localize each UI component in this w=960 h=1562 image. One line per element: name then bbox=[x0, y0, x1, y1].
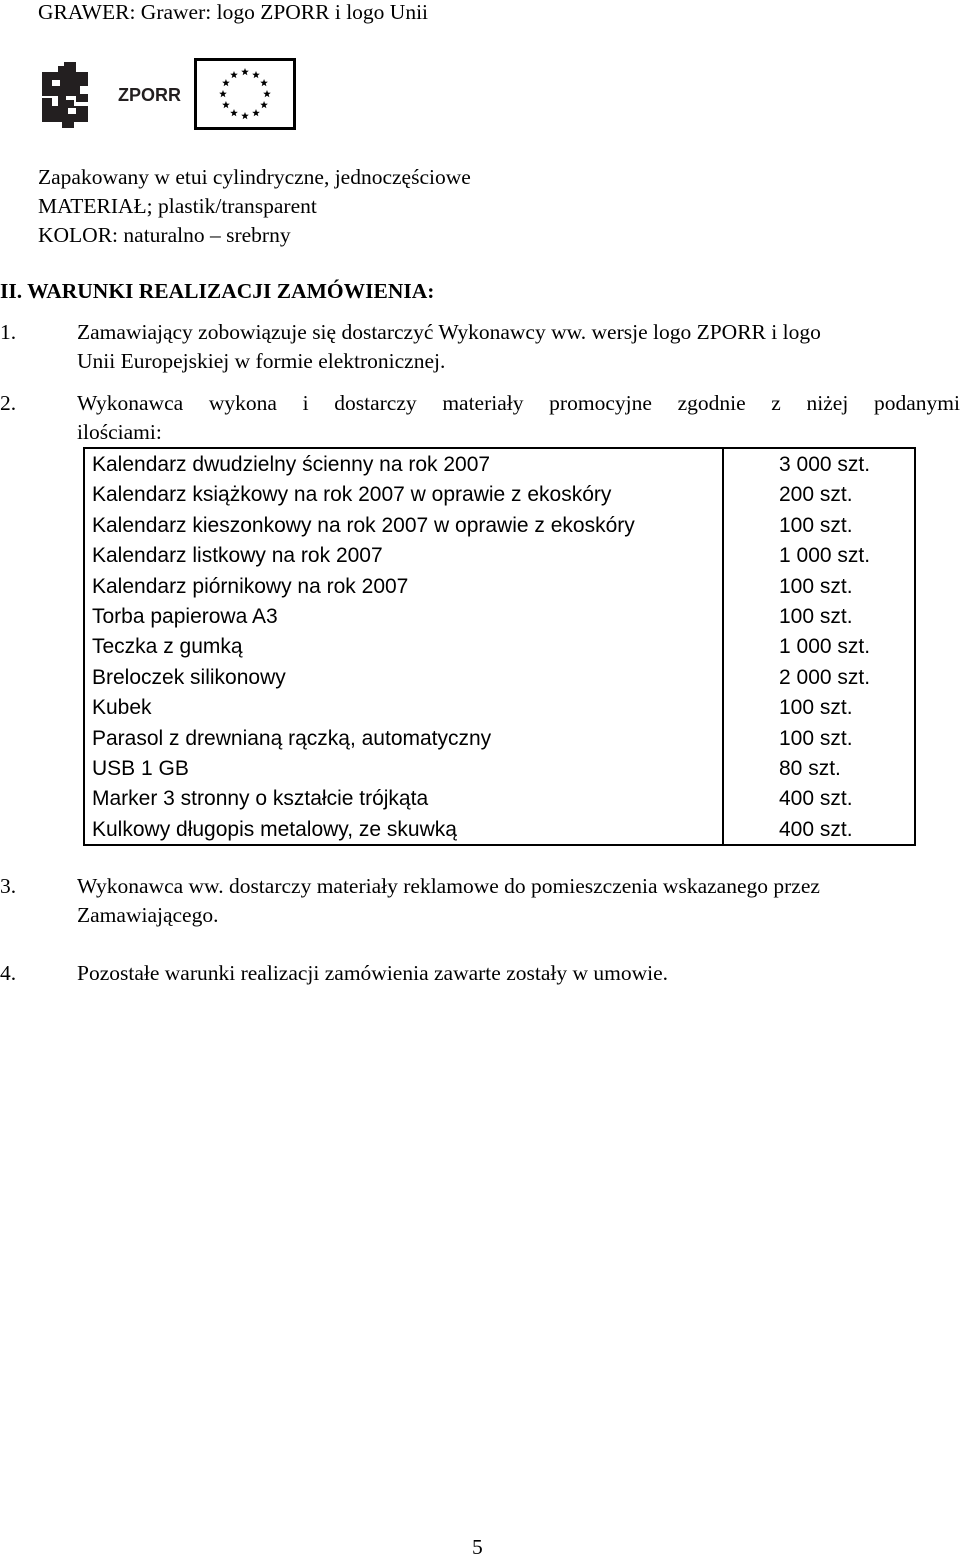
item-name: Kalendarz listkowy na rok 2007 bbox=[92, 544, 383, 568]
item-qty: 100 szt. bbox=[779, 574, 853, 598]
item-qty: 100 szt. bbox=[779, 513, 853, 537]
item-qty: 400 szt. bbox=[779, 787, 853, 811]
items-table-row bbox=[84, 448, 915, 845]
item-name: Parasol z drewnianą rączką, automatyczny bbox=[92, 726, 492, 750]
packaging-line-2: MATERIAŁ; plastik/transparent bbox=[38, 194, 317, 218]
item-name: Kalendarz dwudzielny ścienny na rok 2007 bbox=[92, 453, 491, 476]
item-qty: 2 000 szt. bbox=[779, 665, 871, 689]
item-qty: 400 szt. bbox=[779, 817, 853, 841]
item-name: Kalendarz kieszonkowy na rok 2007 w oprawie z ekoskóry bbox=[92, 513, 635, 537]
item-name: Kulkowy długopis metalowy, ze skuwką bbox=[92, 817, 457, 841]
item-name: Marker 3 stronny o kształcie trójkąta bbox=[92, 787, 429, 811]
items-table bbox=[83, 447, 916, 846]
eu-flag-logo bbox=[194, 58, 296, 130]
item-name: Torba papierowa A3 bbox=[92, 604, 278, 628]
condition-4-number: 4. bbox=[0, 961, 17, 985]
item-name: Kalendarz książkowy na rok 2007 w oprawie z ekoskóry bbox=[92, 483, 612, 507]
condition-1-number: 1. bbox=[0, 320, 17, 344]
item-name: Kalendarz piórnikowy na rok 2007 bbox=[92, 574, 409, 598]
item-qty: 1 000 szt. bbox=[779, 635, 871, 659]
condition-2-line-1: Wykonawca wykona i dostarczy materiały promocyjne zgodnie z niżej podanymi bbox=[77, 391, 960, 415]
item-qty: 3 000 szt. bbox=[779, 453, 871, 476]
condition-4-line-1: Pozostałe warunki realizacji zamówienia zawarte zostały w umowie. bbox=[77, 961, 669, 985]
item-qty: 200 szt. bbox=[779, 483, 853, 507]
packaging-line-1: Zapakowany w etui cylindryczne, jednoczęściowe bbox=[38, 165, 471, 189]
condition-1-line-2: Unii Europejskiej w formie elektronicznej. bbox=[77, 349, 446, 373]
item-name: Breloczek silikonowy bbox=[92, 665, 286, 689]
item-name: Teczka z gumką bbox=[92, 635, 243, 659]
zporr-logo-text: ZPORR bbox=[118, 85, 181, 105]
items-qty-column bbox=[723, 448, 915, 845]
zporr-logo bbox=[38, 58, 188, 130]
item-name: USB 1 GB bbox=[92, 756, 189, 780]
condition-2-number: 2. bbox=[0, 391, 17, 415]
items-name-column bbox=[84, 448, 723, 845]
section-heading: II. WARUNKI REALIZACJI ZAMÓWIENIA: bbox=[0, 279, 435, 303]
item-name: Kubek bbox=[92, 696, 152, 720]
packaging-line-3: KOLOR: naturalno – srebrny bbox=[38, 223, 291, 247]
page-number: 5 bbox=[472, 1535, 483, 1559]
item-qty: 80 szt. bbox=[779, 756, 841, 780]
condition-2-line-2: ilościami: bbox=[77, 420, 162, 444]
condition-3-line-1: Wykonawca ww. dostarczy materiały reklamowe do pomieszczenia wskazanego przez bbox=[77, 874, 820, 898]
condition-3-line-2: Zamawiającego. bbox=[77, 903, 219, 927]
condition-1-line-1: Zamawiający zobowiązuje się dostarczyć Wykonawcy ww. wersje logo ZPORR i logo bbox=[77, 320, 821, 344]
item-qty: 100 szt. bbox=[779, 696, 853, 720]
condition-3-number: 3. bbox=[0, 874, 17, 898]
grawer-line: GRAWER: Grawer: logo ZPORR i logo Unii bbox=[38, 0, 429, 24]
item-qty: 100 szt. bbox=[779, 604, 853, 628]
item-qty: 100 szt. bbox=[779, 726, 853, 750]
item-qty: 1 000 szt. bbox=[779, 544, 871, 568]
